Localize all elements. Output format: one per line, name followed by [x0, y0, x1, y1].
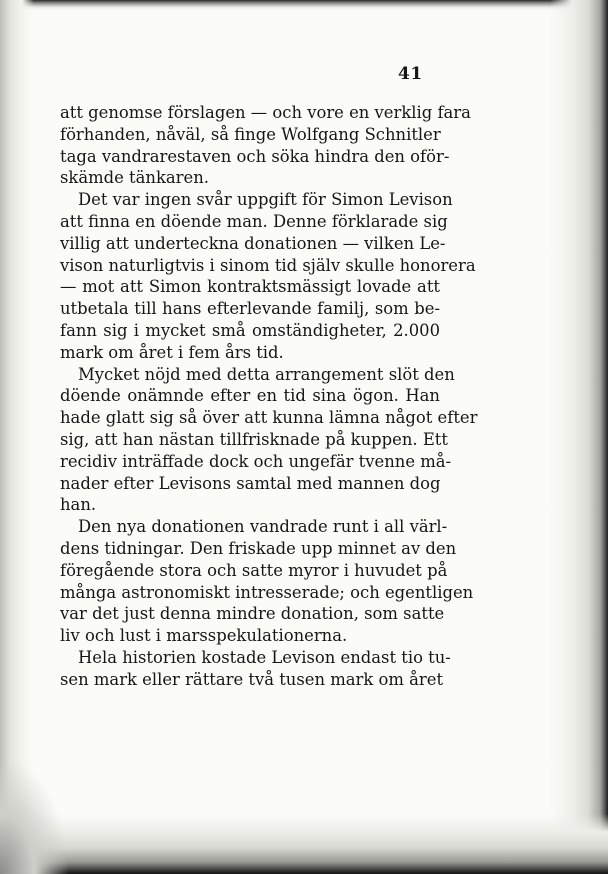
- text-line: Hela historien kostade Levison endast tio tu-: [78, 647, 451, 667]
- text-line: — mot att Simon kontraktsmässigt lovade att: [60, 277, 440, 297]
- text-line: att finna en döende man. Denne förklarade sig: [60, 211, 448, 231]
- text-line: liv och lust i marsspekulationerna.: [60, 626, 348, 646]
- scan-shadow-corner: [0, 754, 70, 874]
- text-line: vison naturligtvis i sinom tid själv skulle honorera: [60, 255, 476, 275]
- text-line: han.: [60, 495, 97, 515]
- text-line: hade glatt sig så över att kunna lämna något efter: [60, 408, 478, 428]
- text-line: sen mark eller rättare två tusen mark om året: [60, 669, 444, 689]
- page-number: 41: [398, 64, 423, 84]
- text-line: fann sig i mycket små omständigheter, 2.000: [60, 320, 440, 340]
- text-line: Den nya donationen vandrade runt i all värl-: [78, 517, 448, 537]
- text-line: nader efter Levisons samtal med mannen dog: [60, 473, 441, 493]
- text-line: mark om året i fem års tid.: [60, 342, 284, 362]
- text-line: dens tidningar. Den friskade upp minnet av den: [60, 538, 457, 558]
- text-line: Det var ingen svår uppgift för Simon Levison: [78, 190, 453, 210]
- text-line: förhanden, nåväl, så finge Wolfgang Schnitler: [60, 124, 441, 144]
- text-line: var det just denna mindre donation, som satte: [60, 604, 445, 624]
- text-line: villig att underteckna donationen — vilken Le-: [60, 233, 446, 253]
- text-line: många astronomiskt intresserade; och egentligen: [60, 582, 474, 602]
- text-line: recidiv inträffade dock och ungefär tvenne må-: [60, 451, 452, 471]
- scan-shadow-right: [550, 0, 608, 874]
- text-line: utbetala till hans efterlevande familj, som be-: [60, 299, 440, 319]
- scan-shadow-bottom: [0, 814, 608, 874]
- text-line: skämde tänkaren.: [60, 168, 209, 188]
- text-line: att genomse förslagen — och vore en verklig fara: [60, 103, 471, 122]
- text-line: föregående stora och satte myror i huvudet på: [60, 560, 448, 580]
- text-line: döende onämnde efter en tid sina ögon. Han: [60, 386, 440, 406]
- scan-shadow-left: [0, 0, 34, 874]
- scan-shadow-top: [0, 0, 608, 10]
- text-line: Mycket nöjd med detta arrangement slöt den: [78, 364, 455, 384]
- text-line: sig, att han nästan tillfrisknade på kuppen. Ett: [60, 429, 448, 449]
- text-line: taga vandrarestaven och söka hindra den oför-: [60, 146, 450, 166]
- body-text: [60, 102, 478, 691]
